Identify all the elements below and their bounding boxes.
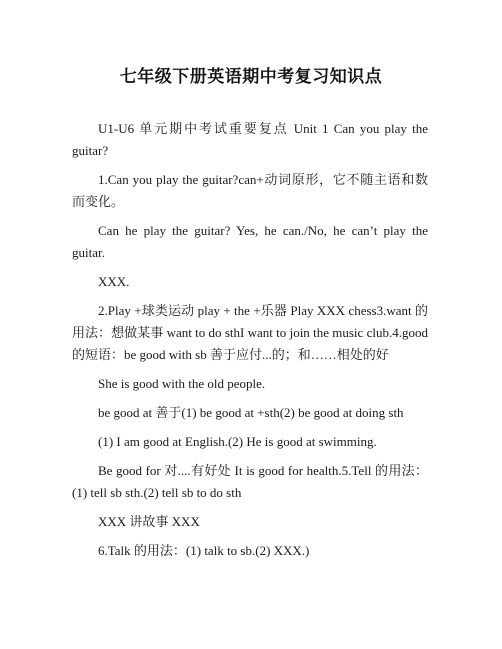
- paragraph: XXX 讲故事 XXX: [98, 514, 200, 529]
- paragraph: 1.Can you play the guitar?can+动词原形，它不随主语和数而变化。: [72, 172, 428, 209]
- paragraph: (1) I am good at English.(2) He is good at swimming.: [98, 434, 377, 449]
- paragraph: 6.Talk 的用法：(1) talk to sb.(2) XXX.): [98, 543, 310, 558]
- paragraph: XXX.: [98, 274, 130, 289]
- paragraph: 2.Play +球类运动 play + the +乐器 Play XXX chess3.want 的用法：想做某事 want to do sthI want to join the music club.4.good 的短语：be good with sb 善于应付...的；和……相处的好: [72, 303, 428, 362]
- paragraph: Can he play the guitar? Yes, he can./No, he can’t play the guitar.: [72, 223, 428, 260]
- document-title: 七年级下册英语期中考复习知识点: [119, 67, 383, 87]
- paragraph: She is good with the old people.: [98, 376, 266, 391]
- document-body: [72, 118, 428, 569]
- paragraph: be good at 善于(1) be good at +sth(2) be good at doing sth: [98, 405, 404, 420]
- paragraph: U1-U6 单元期中考试重要复点 Unit 1 Can you play the guitar?: [72, 121, 428, 158]
- paragraph: Be good for 对....有好处 It is good for health.5.Tell 的用法：(1) tell sb sth.(2) tell sb to do sth: [72, 463, 428, 500]
